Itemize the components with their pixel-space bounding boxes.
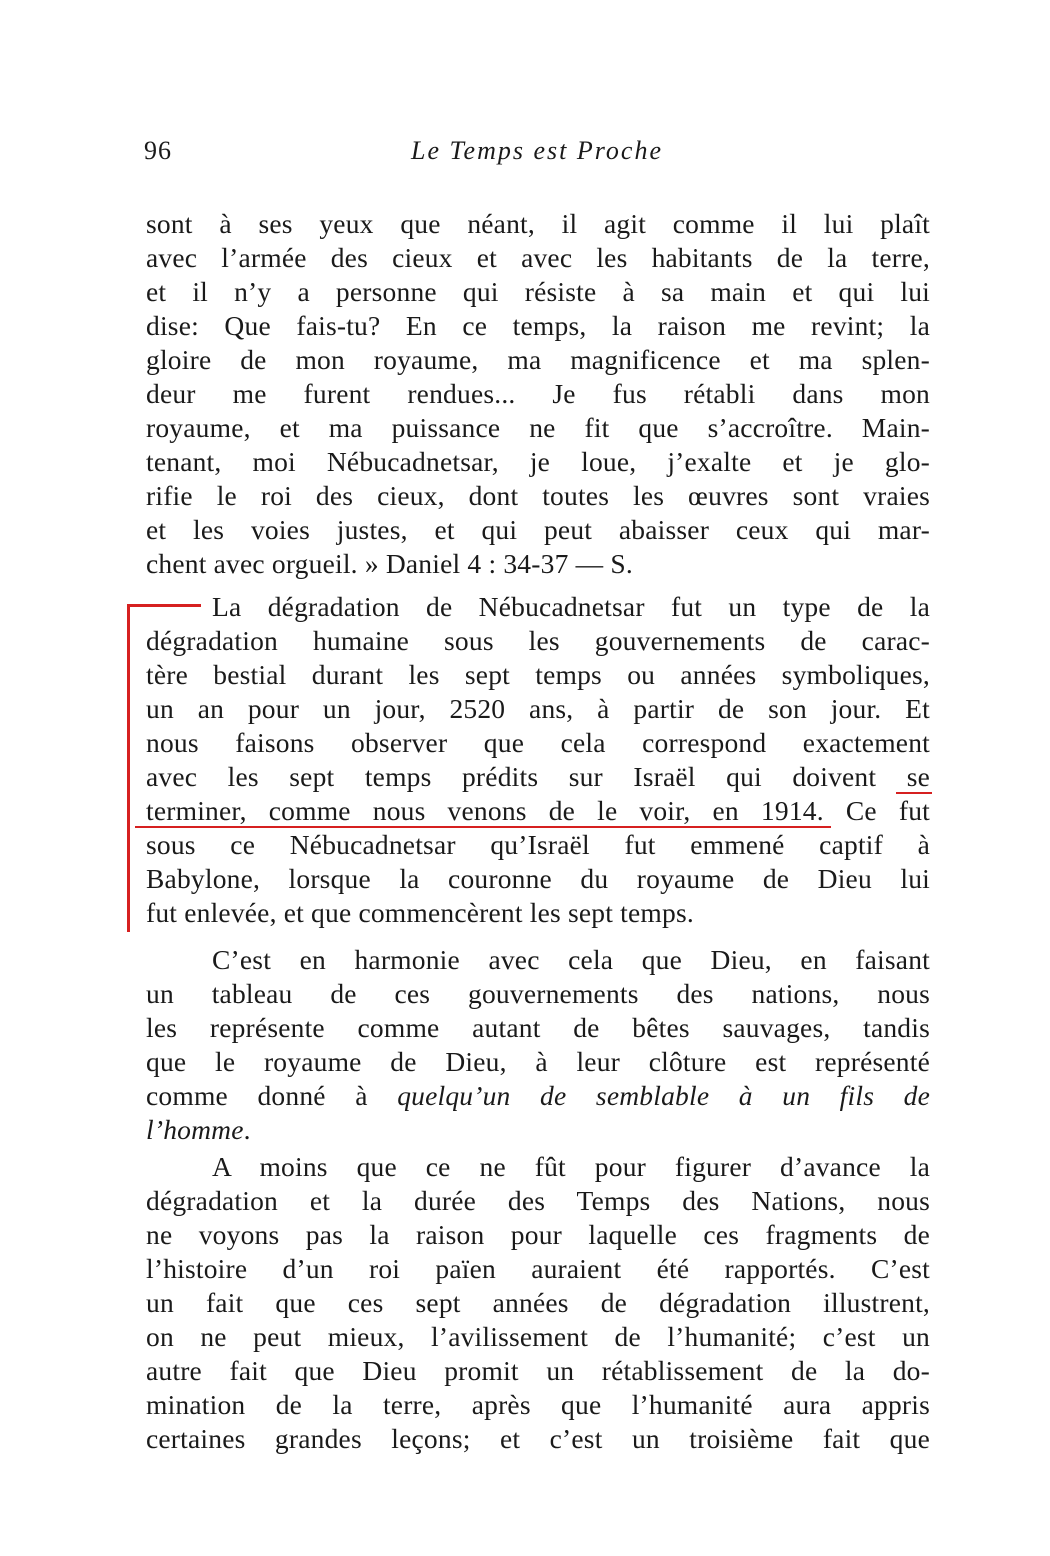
text-line: un tableau de ces gouvernements des nations, nous: [146, 978, 930, 1009]
text-line: que le royaume de Dieu, à leur clôture est représenté: [146, 1046, 930, 1077]
text-line: certaines grandes leçons; et c’est un troisième fait que: [146, 1423, 930, 1454]
text-line: un an pour un jour, 2520 ans, à partir de son jour. Et: [146, 693, 930, 724]
text-line: tère bestial durant les sept temps ou années symboliques,: [146, 659, 930, 690]
text-line: avec les sept temps prédits sur Israël qui doivent se: [146, 761, 930, 792]
text-line: C’est en harmonie avec cela que Dieu, en faisant: [212, 944, 930, 975]
text-line: ne voyons pas la raison pour laquelle ces fragments de: [146, 1219, 930, 1250]
text-line: Babylone, lorsque la couronne du royaume de Dieu lui: [146, 863, 930, 894]
text-line: dégradation et la durée des Temps des Nations, nous: [146, 1185, 930, 1216]
underline-1914: [135, 826, 831, 828]
text-line: tenant, moi Nébucadnetsar, je loue, j’exalte et je glo-: [146, 446, 930, 477]
text-line: gloire de mon royaume, ma magnificence et ma splen-: [146, 344, 930, 375]
running-title: Le Temps est Proche: [410, 136, 663, 165]
text-line: et les voies justes, et qui peut abaisser ceux qui mar-: [146, 514, 930, 545]
text-line: fut enlevée, et que commencèrent les sept temps.: [146, 897, 694, 928]
text-line: on ne peut mieux, l’avilissement de l’humanité; c’est un: [146, 1321, 930, 1352]
text-line: l’histoire d’un roi païen auraient été rapportés. C’est: [146, 1253, 930, 1284]
text-line: chent avec orgueil. » Daniel 4 : 34-37 — S.: [146, 548, 633, 579]
text-line: La dégradation de Nébucadnetsar fut un type de la: [212, 591, 930, 622]
page-header: [144, 136, 930, 176]
text-line: rifie le roi des cieux, dont toutes les œuvres sont vraies: [146, 480, 930, 511]
text-line: A moins que ce ne fût pour figurer d’avance la: [212, 1151, 930, 1182]
text-line: royaume, et ma puissance ne fit que s’accroître. Main-: [146, 412, 930, 443]
page-number: 96: [144, 136, 172, 165]
underline-se: [896, 792, 932, 794]
text-run: .: [243, 1114, 251, 1145]
text-line: terminer, comme nous venons de le voir, en 1914. Ce fut: [146, 795, 930, 826]
text-line: [146, 1113, 930, 1147]
text-line: les représente comme autant de bêtes sauvages, tandis: [146, 1012, 930, 1043]
text-line: sous ce Nébucadnetsar qu’Israël fut emmené captif à: [146, 829, 930, 860]
text-line: sont à ses yeux que néant, il agit comme il lui plaît: [146, 208, 930, 239]
text-line: un fait que ces sept années de dégradation illustrent,: [146, 1287, 930, 1318]
text-line: deur me furent rendues... Je fus rétabli dans mon: [146, 378, 930, 409]
text-line: dise: Que fais-tu? En ce temps, la raison me revint; la: [146, 310, 930, 341]
text-line: avec l’armée des cieux et avec les habitants de la terre,: [146, 242, 930, 273]
text-line: dégradation humaine sous les gouvernements de carac-: [146, 625, 930, 656]
text-line: et il n’y a personne qui résiste à sa main et qui lui: [146, 276, 930, 307]
text-line: nous faisons observer que cela correspond exactement: [146, 727, 930, 758]
margin-bracket-vertical: [127, 604, 130, 932]
text-line: [146, 1079, 930, 1113]
italic-text: quelqu’un de semblable à un fils de: [397, 1080, 931, 1111]
margin-bracket-top: [127, 604, 201, 607]
text-line: autre fait que Dieu promit un rétablissement de la do-: [146, 1355, 930, 1386]
italic-text: l’homme: [146, 1114, 244, 1145]
text-line: mination de la terre, après que l’humanité aura appris: [146, 1389, 930, 1420]
text-run: comme donné à: [146, 1080, 368, 1111]
